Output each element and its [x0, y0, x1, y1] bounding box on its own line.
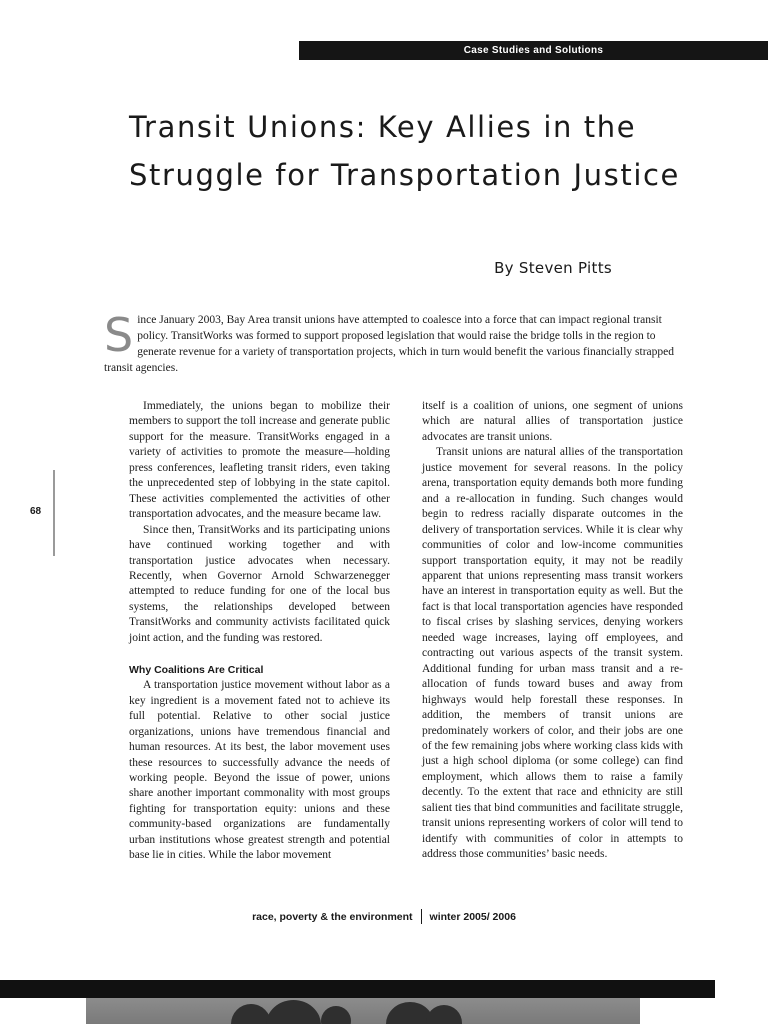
- body-paragraph: itself is a coalition of unions, one segment of unions which are natural allies of transportation justice advocates are transit unions.: [422, 400, 683, 443]
- footer-issue: winter 2005/ 2006: [429, 910, 516, 923]
- tree-silhouette: [426, 1005, 462, 1024]
- section-header-bar: [299, 41, 768, 60]
- tree-silhouette: [231, 1004, 271, 1024]
- footer-separator: [421, 909, 422, 924]
- bottom-bar: [0, 980, 715, 998]
- byline: By Steven Pitts: [494, 259, 612, 277]
- page-number-rule: [53, 470, 55, 556]
- drop-cap: S: [104, 308, 134, 362]
- body-paragraph: Immediately, the unions began to mobilize their members to support the toll increase and generate public support for the measure. TransitWorks engaged in a variety of activities to promote the measure—holding press conferences, leafleting transit riders, even taking the unprecedented step of lobbying in the state capitol. These activities complemented the activities of other transportation advocates, and the measure became law.: [129, 400, 390, 521]
- footer-publication: race, poverty & the environment: [252, 910, 413, 923]
- page-footer: [0, 909, 768, 924]
- tree-silhouette: [266, 1000, 321, 1024]
- body-paragraph: Since then, TransitWorks and its participating unions have continued working together and with transportation justice advocates when necessary. Recently, when Governor Arnold Schwarzenegger attempted to reduce funding for one of the local bus systems, the relationships developed between TransitWorks and community activists facilitated quick joint action, and the funding was restored.: [129, 523, 390, 644]
- section-label: Case Studies and Solutions: [463, 45, 604, 56]
- body-column-right: [422, 399, 683, 863]
- article-title-line-1: Transit Unions: Key Allies in the: [129, 110, 637, 144]
- body-paragraph: Transit unions are natural allies of the transportation justice movement for several reasons. In the policy arena, transportation equity demands both more funding and a re-allocation in funding. Such changes would begin to redress racially disparate outcomes in the delivery of transportation services. While it is clear why communities of color and low-income communities support transportation equity, it may not be readily apparent that unions representing mass transit workers have an interest in transportation equity as well. But the fact is that local transportation agencies have responded to fiscal crises by slashing services, denying workers needed wage increases, laying off employees, and contracting out various aspects of the transit system. Additional funding for urban mass transit and a re-allocation of funds toward buses and away from highways would help forestall these responses. In addition, the members of transit unions are predominately workers of color, and their jobs are one of the few remaining jobs where working class kids with just a high school diploma (or some college) can find employment, which allows them to raise a family decently. To the extent that race and ethnicity are still salient ties that bind communities and facilitate struggle, transit unions representing workers of color will tend to identify with communities of color in attempts to address those communities’ basic needs.: [422, 446, 683, 861]
- body-paragraph: A transportation justice movement without labor as a key ingredient is a movement fated not to achieve its full potential. Relative to other social justice organizations, unions have tremendous financial and human resources. At its best, the labor movement uses these resources to successfully advance the needs of working people. Beyond the issue of power, unions share another important commonality with most groups fighting for transportation equity: unions and these community-based organizations are fundamentally urban institutions whose greatest strength and potential base lie in cities. While the labor movement: [129, 679, 390, 862]
- body-column-left: [129, 399, 390, 864]
- page-number: 68: [30, 506, 42, 517]
- article-title-line-2: Struggle for Transportation Justice: [129, 158, 680, 192]
- article-title: [129, 103, 729, 199]
- lead-paragraph: [104, 308, 682, 376]
- lead-text: ince January 2003, Bay Area transit unions have attempted to coalesce into a force that can impact regional transit policy. TransitWorks was formed to support proposed legislation that would raise the bridge tolls in the region to generate revenue for a variety of transportation projects, which in turn would benefit the various financially strapped transit agencies.: [104, 314, 674, 374]
- tree-silhouette: [321, 1006, 351, 1024]
- section-subhead: Why Coalitions Are Critical: [129, 664, 264, 677]
- photo-strip: [86, 998, 640, 1024]
